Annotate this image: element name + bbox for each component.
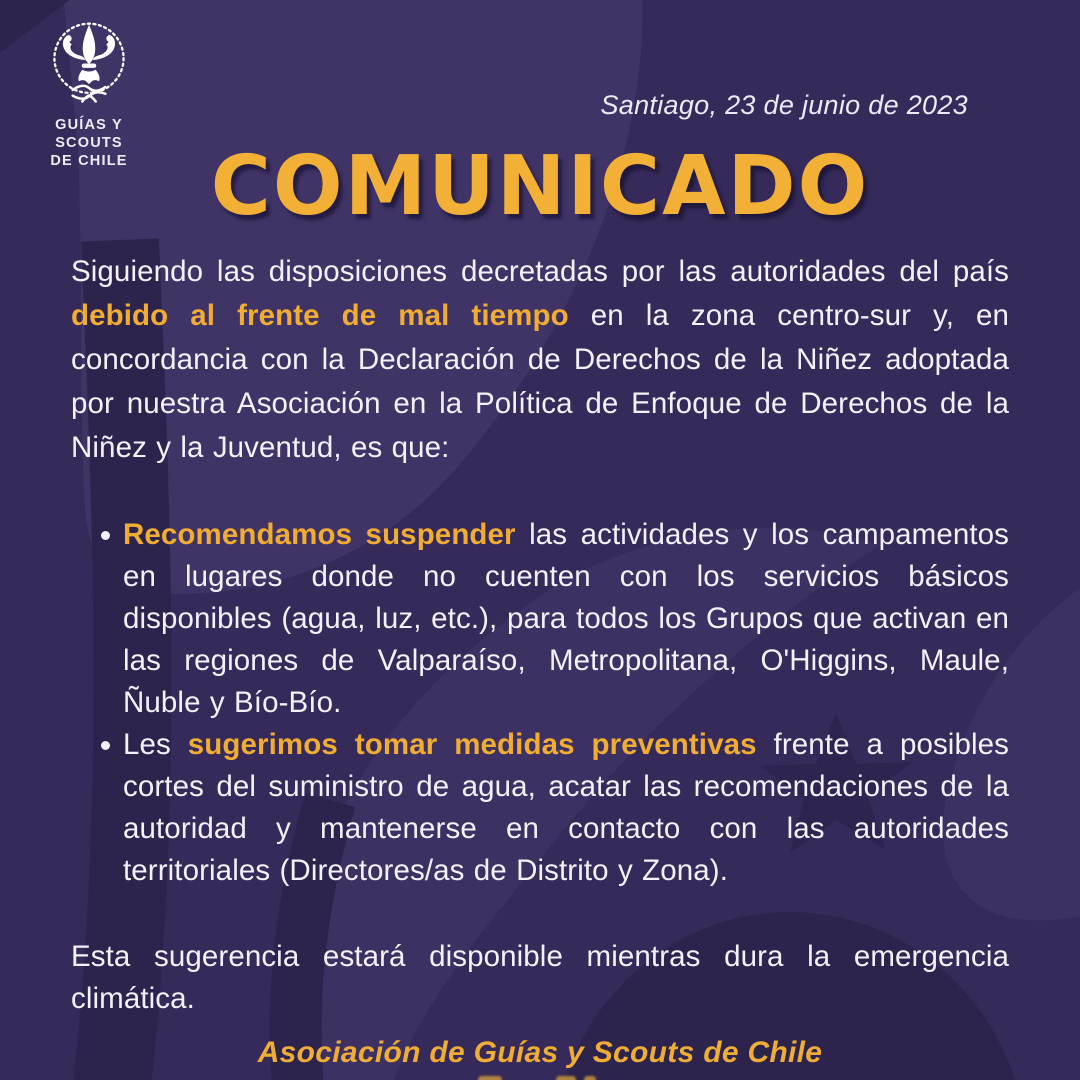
- signature: Asociación de Guías y Scouts de Chile: [257, 1036, 823, 1069]
- org-name-line2: DE CHILE: [50, 153, 128, 170]
- list-item-preventive-measures: [123, 724, 1009, 892]
- scout-fleur-de-lis-icon: [41, 14, 137, 114]
- intro-highlight: debido al frente de mal tiempo: [71, 299, 569, 332]
- body-content: [71, 250, 1009, 1070]
- intro-paragraph: [71, 250, 1009, 470]
- bullet2-highlight: sugerimos tomar medidas preventivas: [187, 728, 757, 761]
- bullet2-text-post: frente a posibles cortes del suministro de agua, acatar las recomendaciones de la autoridad y mantenerse en contacto con las autoridades territoriales (Directores/as de Distrito y Zona).: [123, 728, 1009, 887]
- bullet1-text: las actividades y los campamentos en lugares donde no cuenten con los servicios básicos disponibles (agua, luz, etc.), para todos los Grupos que activan en las regiones de Valparaíso, Metropolitana, O'Higgins, Maule, Ñuble y Bío-Bío.: [123, 518, 1010, 719]
- intro-text-post: en la zona centro-sur y, en concordancia con la Declaración de Derechos de la Niñez adoptada por nuestra Asociación en la Política de Enfoque de Derechos de la Niñez y la Juventud, es que:: [71, 299, 1009, 464]
- dateline: Santiago, 23 de junio de 2023: [600, 90, 968, 120]
- closing-paragraph: Esta sugerencia estará disponible mientras dura la emergencia climática.: [71, 940, 1009, 1015]
- intro-text-pre: Siguiendo las disposiciones decretadas por las autoridades del país: [71, 255, 1009, 288]
- bullet1-highlight: Recomendamos suspender: [123, 518, 516, 551]
- org-name-line1: GUÍAS Y SCOUTS: [55, 117, 123, 152]
- page-title: COMUNICADO: [210, 139, 870, 234]
- recommendations-list: [71, 514, 1009, 892]
- cutoff-footer-graphic: [0, 1070, 1080, 1080]
- list-item-suspend-activities: [123, 514, 1009, 724]
- bullet2-text-pre: Les: [123, 728, 188, 761]
